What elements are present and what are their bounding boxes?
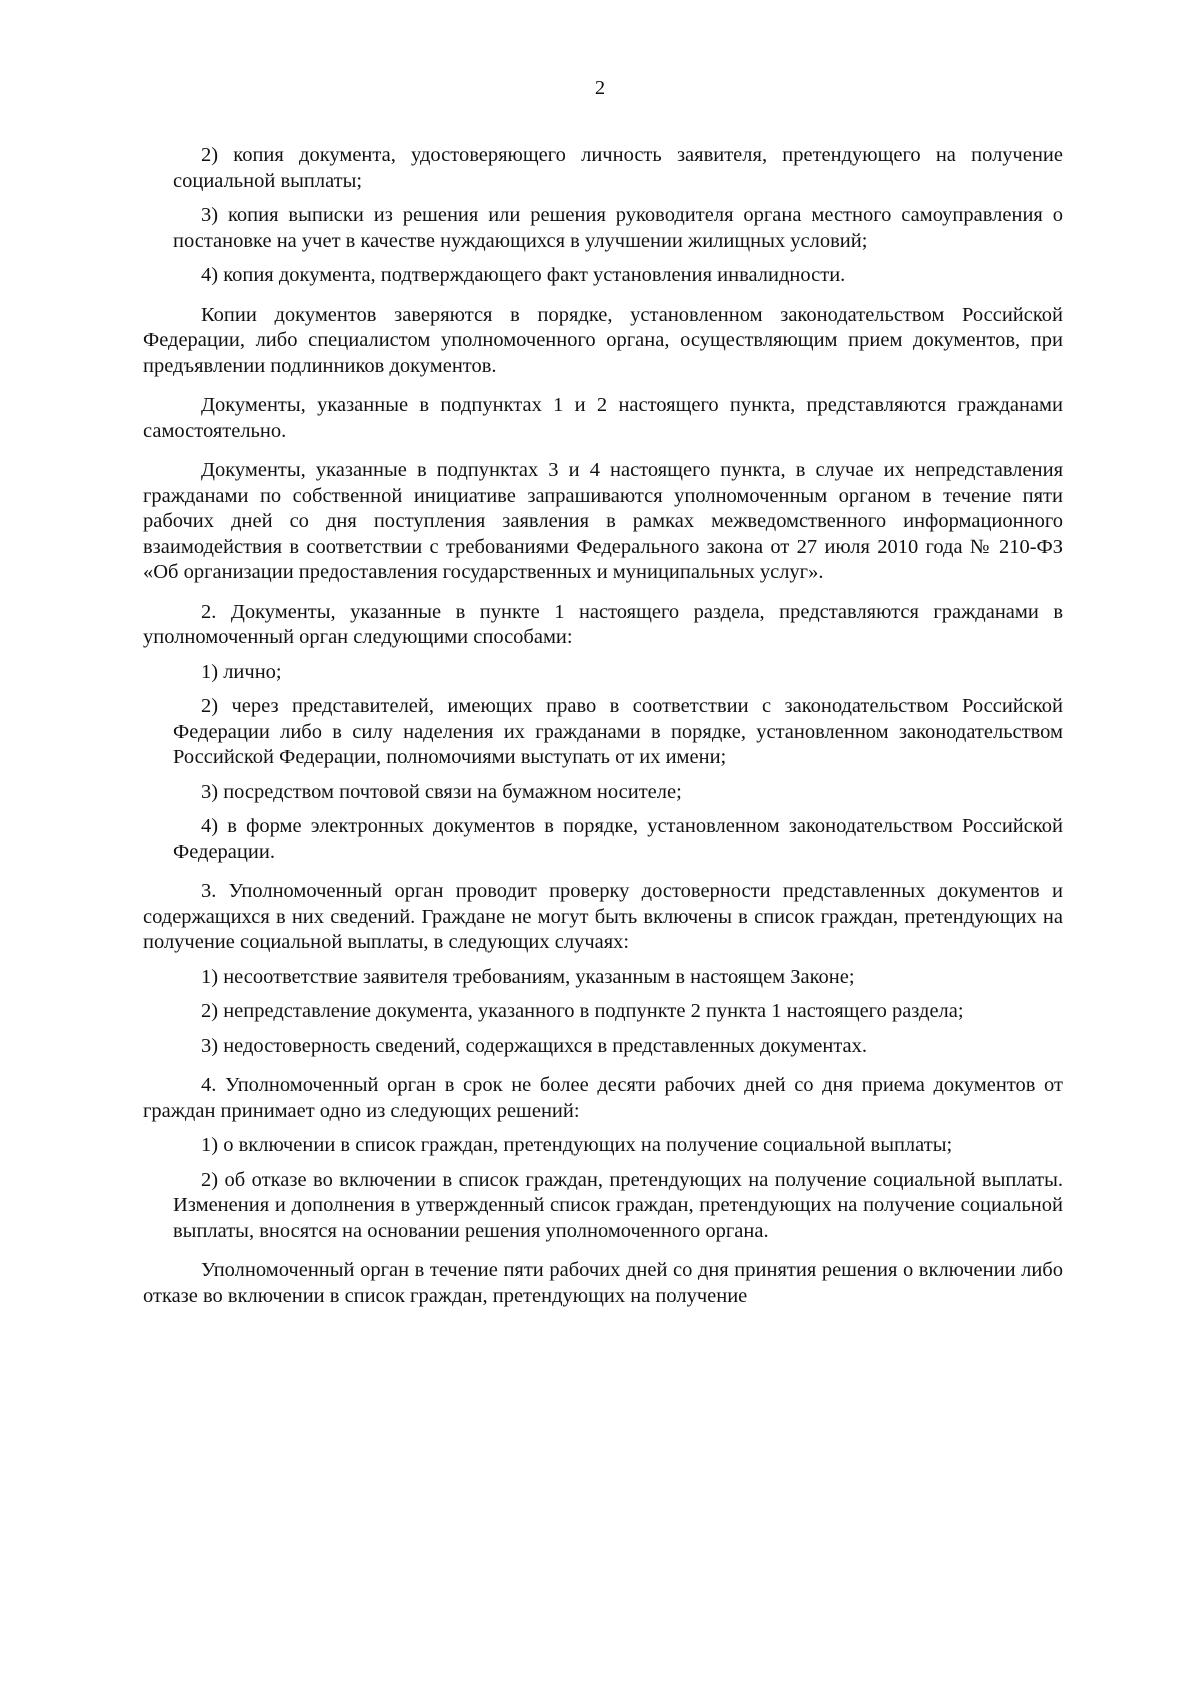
paragraph-item-2: 2) копия документа, удостоверяющего личность заявителя, претендующего на получение социальной выплаты; [173, 144, 1063, 192]
document-body [143, 143, 1063, 1318]
paragraph-decision-2: 2) об отказе во включении в список граждан, претендующих на получение социальной выплаты. Изменения и дополнения в утвержденный список граждан, претендующих на получение социальной выплаты, вносятся на основании решения уполномоченного органа. [173, 1168, 1063, 1242]
paragraph-case-2: 2) непредставление документа, указанного в подпункте 2 пункта 1 настоящего раздела; [201, 1000, 964, 1022]
paragraph-section-4: 4. Уполномоченный орган в срок не более десяти рабочих дней со дня приема документов от граждан принимает одно из следующих решений: [143, 1074, 1063, 1122]
page-number: 2 [594, 77, 606, 99]
paragraph-method-3: 3) посредством почтовой связи на бумажном носителе; [201, 780, 682, 803]
paragraph-item-3: 3) копия выписки из решения или решения руководителя органа местного самоуправления о постановке на учет в качестве нуждающихся в улучшении жилищных условий; [173, 204, 1063, 252]
paragraph-docs-self-submitted: Документы, указанные в подпунктах 1 и 2 настоящего пункта, представляются гражданами самостоятельно. [143, 394, 1063, 442]
paragraph-case-1: 1) несоответствие заявителя требованиям, указанным в настоящем Законе; [201, 965, 855, 988]
paragraph-decision-1: 1) о включении в список граждан, претендующих на получение социальной выплаты; [201, 1134, 953, 1156]
paragraph-docs-requested: Документы, указанные в подпунктах 3 и 4 настоящего пункта, в случае их непредставления гражданами по собственной инициативе запрашиваются уполномоченным органом в течение пяти рабочих дней со дня поступления заявления в рамках межведомственного информационного взаимодействия в соответствии с требованиями Федерального закона от 27 июля 2010 года № 210-ФЗ «Об организации предоставления государственных и муниципальных услуг». [143, 459, 1063, 583]
paragraph-item-4: 4) копия документа, подтверждающего факт установления инвалидности. [201, 264, 846, 286]
paragraph-case-3: 3) недостоверность сведений, содержащихся в представленных документах. [201, 1034, 868, 1057]
paragraph-section-3: 3. Уполномоченный орган проводит проверку достоверности представленных документов и содержащихся в них сведений. Граждане не могут быть включены в список граждан, претендующих на получение социальной выплаты, в следующих случаях: [143, 880, 1063, 953]
paragraph-method-1: 1) лично; [201, 660, 282, 683]
paragraph-notification: Уполномоченный орган в течение пяти рабочих дней со дня принятия решения о включении либо отказе во включении в список граждан, претендующих на получение [143, 1259, 1063, 1307]
paragraph-copies-certified: Копии документов заверяются в порядке, установленном законодательством Российской Федерации, либо специалистом уполномоченного органа, осуществляющим прием документов, при предъявлении подлинников документов. [143, 303, 1063, 377]
paragraph-section-2: 2. Документы, указанные в пункте 1 настоящего раздела, представляются гражданами в уполномоченный орган следующими способами: [143, 600, 1063, 648]
paragraph-method-4: 4) в форме электронных документов в порядке, установленном законодательством Российской Федерации. [173, 815, 1063, 863]
paragraph-method-2: 2) через представителей, имеющих право в соответствии с законодательством Российской Федерации либо в силу наделения их гражданами в порядке, установленном законодательством Российской Федерации, полномочиями выступать от их имени; [173, 695, 1063, 768]
